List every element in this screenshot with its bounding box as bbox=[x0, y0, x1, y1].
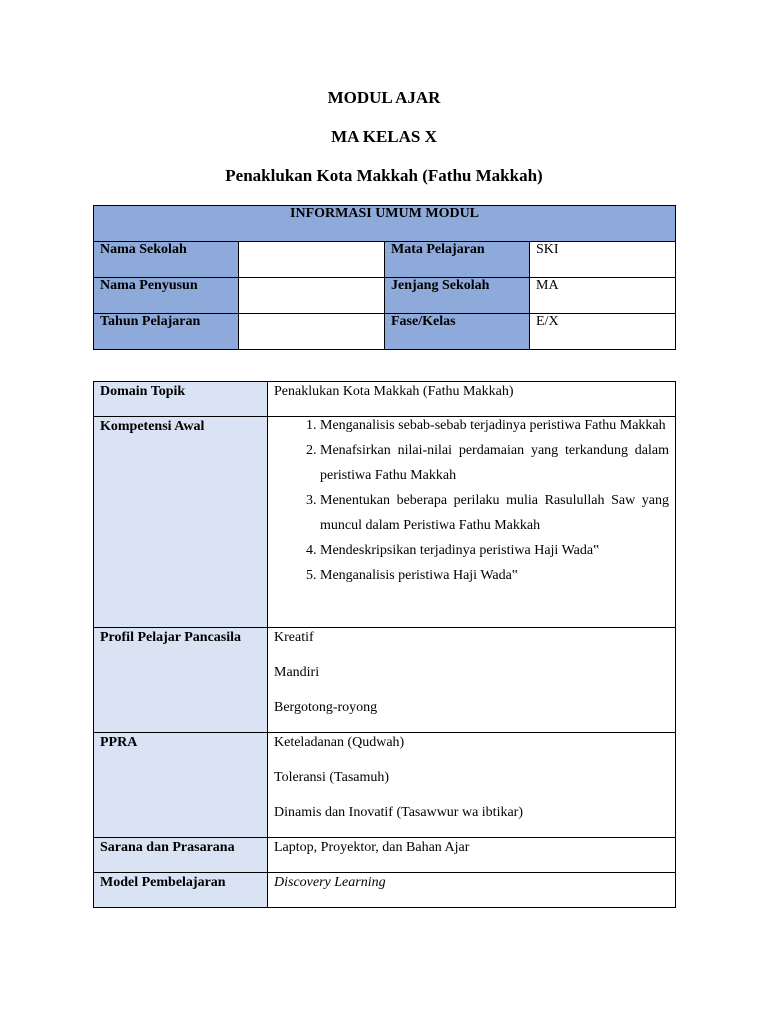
detail-row-profil bbox=[94, 628, 676, 733]
label-ppra: PPRA bbox=[94, 733, 268, 838]
value-nama-sekolah bbox=[239, 242, 385, 278]
detail-table bbox=[93, 381, 676, 908]
detail-row-sarana bbox=[94, 838, 676, 873]
value-tahun-pelajaran bbox=[239, 314, 385, 350]
value-nama-penyusun bbox=[239, 278, 385, 314]
profil-item: Mandiri bbox=[274, 665, 320, 680]
value-ppra bbox=[268, 733, 676, 838]
value-sarana-prasarana: Laptop, Proyektor, dan Bahan Ajar bbox=[268, 838, 676, 873]
label-kompetensi-awal: Kompetensi Awal bbox=[94, 417, 268, 628]
label-model-pembelajaran: Model Pembelajaran bbox=[94, 873, 268, 908]
profil-item: Bergotong-royong bbox=[274, 700, 378, 715]
label-mata-pelajaran: Mata Pelajaran bbox=[385, 242, 530, 278]
label-profil-pelajar: Profil Pelajar Pancasila bbox=[94, 628, 268, 733]
document-title: MODUL AJAR bbox=[327, 88, 441, 107]
detail-row-kompetensi bbox=[94, 417, 676, 628]
ppra-item: Keteladanan (Qudwah) bbox=[274, 735, 405, 750]
label-sarana-prasarana: Sarana dan Prasarana bbox=[94, 838, 268, 873]
detail-row-model bbox=[94, 873, 676, 908]
info-row bbox=[94, 278, 676, 314]
profil-item: Kreatif bbox=[274, 630, 314, 645]
info-row bbox=[94, 242, 676, 278]
ppra-item: Toleransi (Tasamuh) bbox=[274, 770, 390, 785]
document-subtitle: MA KELAS X bbox=[331, 127, 437, 146]
value-kompetensi-awal bbox=[268, 417, 676, 628]
info-header: INFORMASI UMUM MODUL bbox=[94, 206, 676, 242]
value-domain-topik: Penaklukan Kota Makkah (Fathu Makkah) bbox=[268, 382, 676, 417]
detail-row-ppra bbox=[94, 733, 676, 838]
value-jenjang-sekolah: MA bbox=[530, 278, 676, 314]
ppra-item: Dinamis dan Inovatif (Tasawwur wa ibtikar) bbox=[274, 805, 523, 820]
label-nama-penyusun: Nama Penyusun bbox=[94, 278, 239, 314]
list-item: 4. Mendeskripsikan terjadinya peristiwa Haji Wada‟ bbox=[320, 538, 669, 563]
label-nama-sekolah: Nama Sekolah bbox=[94, 242, 239, 278]
label-fase-kelas: Fase/Kelas bbox=[385, 314, 530, 350]
list-item: 5. Menganalisis peristiwa Haji Wada‟ bbox=[320, 563, 669, 588]
kompetensi-list bbox=[274, 413, 669, 588]
list-item: 3. Menentukan beberapa perilaku mulia Rasulullah Saw yang muncul dalam Peristiwa Fathu Makkah bbox=[320, 488, 669, 538]
value-mata-pelajaran: SKI bbox=[530, 242, 676, 278]
info-table bbox=[93, 205, 676, 350]
label-tahun-pelajaran: Tahun Pelajaran bbox=[94, 314, 239, 350]
list-item: 2. Menafsirkan nilai-nilai perdamaian yang terkandung dalam peristiwa Fathu Makkah bbox=[320, 438, 669, 488]
label-jenjang-sekolah: Jenjang Sekolah bbox=[385, 278, 530, 314]
value-model-pembelajaran: Discovery Learning bbox=[268, 873, 676, 908]
list-item: 1. Menganalisis sebab-sebab terjadinya peristiwa Fathu Makkah bbox=[320, 413, 669, 438]
label-domain-topik: Domain Topik bbox=[94, 382, 268, 417]
document-topic-title: Penaklukan Kota Makkah (Fathu Makkah) bbox=[225, 166, 543, 185]
value-profil-pelajar bbox=[268, 628, 676, 733]
detail-row-domain bbox=[94, 382, 676, 417]
info-header-row bbox=[94, 206, 676, 242]
value-fase-kelas: E/X bbox=[530, 314, 676, 350]
info-row bbox=[94, 314, 676, 350]
